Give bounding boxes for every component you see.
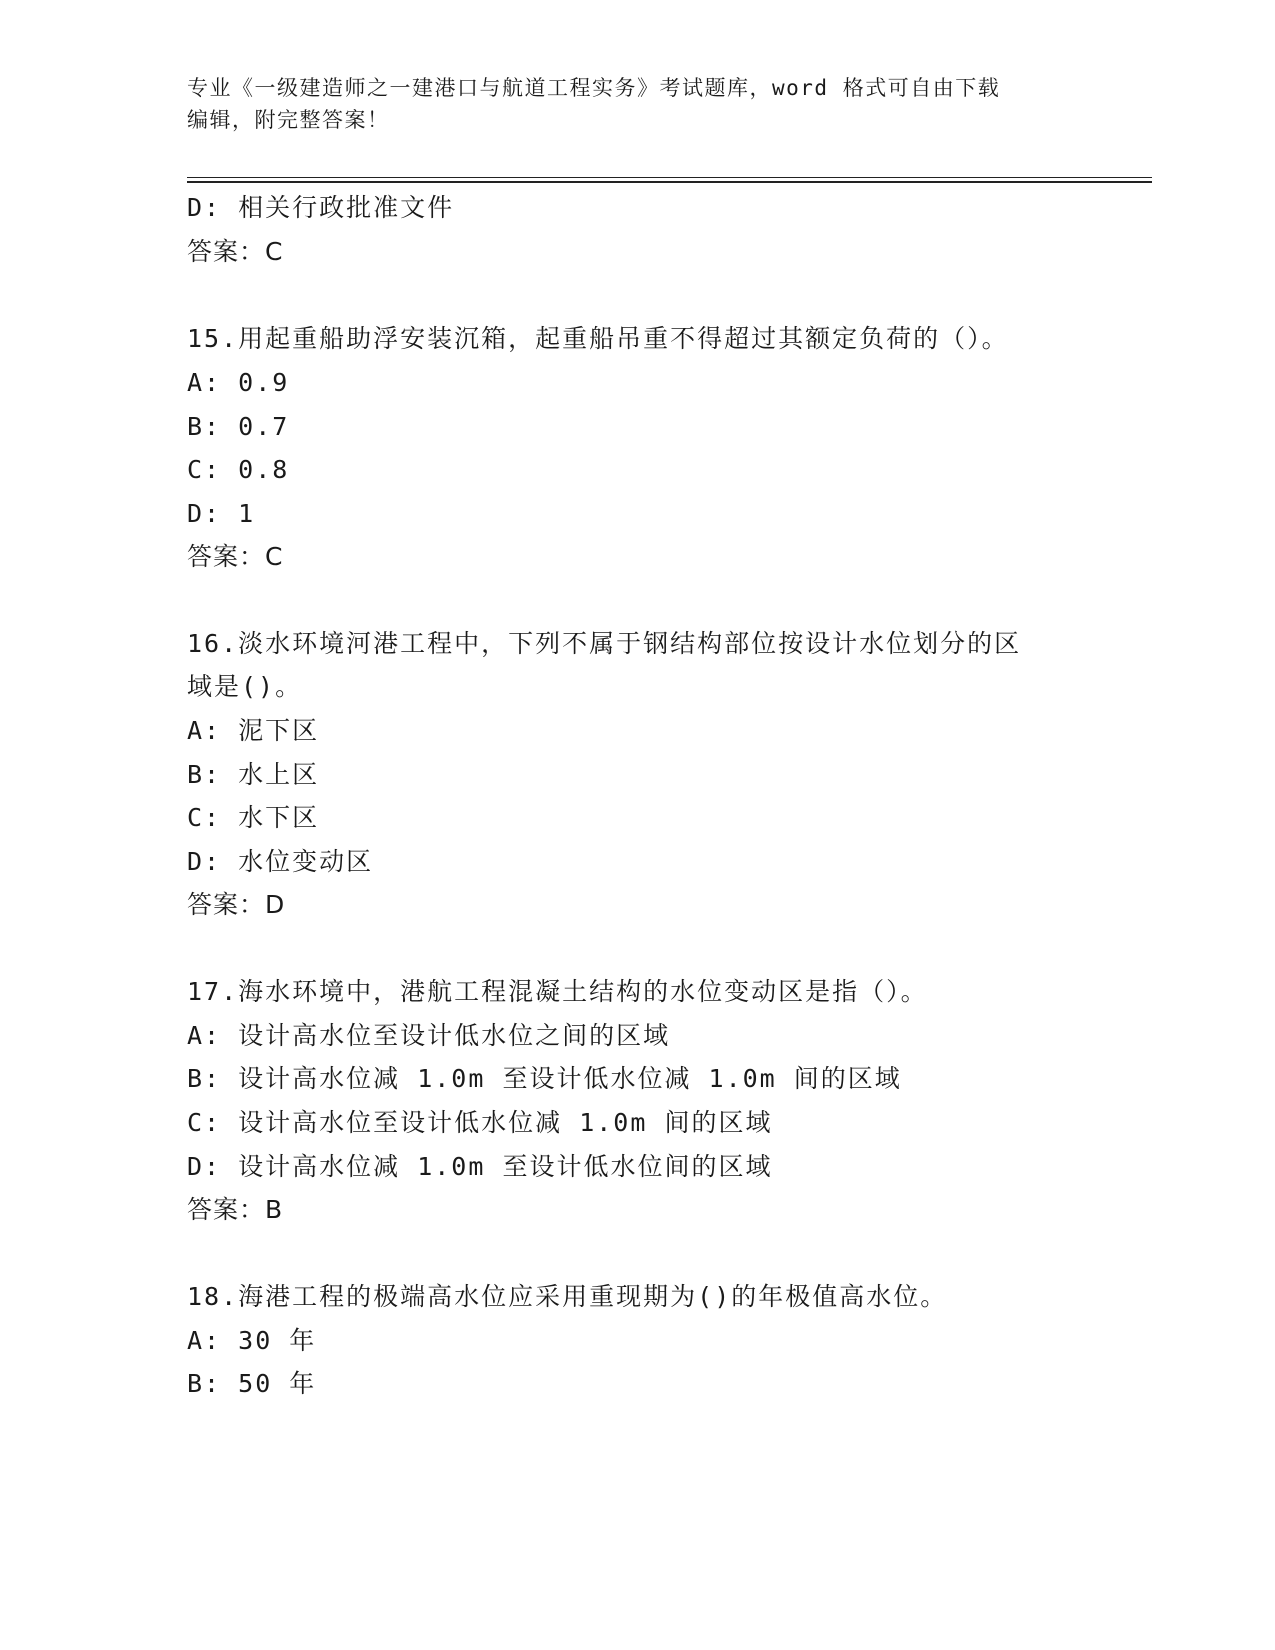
q15-option-b: B: 0.7 — [187, 412, 290, 441]
document-header — [187, 72, 1067, 136]
q16-answer: 答案：D — [187, 890, 286, 919]
q16-option-a: A: 泥下区 — [187, 716, 320, 745]
header-divider-thick — [187, 181, 1152, 183]
header-divider-thin — [187, 177, 1152, 178]
q18-option-b: B: 50 年 — [187, 1369, 317, 1398]
q16-option-c: C: 水下区 — [187, 803, 320, 832]
q15-option-c: C: 0.8 — [187, 455, 290, 484]
q16-stem-line-1: 16.淡水环境河港工程中，下列不属于钢结构部位按设计水位划分的区 — [187, 629, 1022, 658]
q17-option-d: D: 设计高水位减 1.0m 至设计低水位间的区域 — [187, 1152, 773, 1181]
q15-stem: 15.用起重船助浮安装沉箱，起重船吊重不得超过其额定负荷的（）。 — [187, 324, 1009, 353]
header-line-1: 专业《一级建造师之一建港口与航道工程实务》考试题库，word 格式可自由下载 — [187, 76, 1001, 100]
q16-stem-line-2: 域是()。 — [187, 672, 303, 701]
q15-option-d: D: 1 — [187, 499, 256, 528]
q17-option-b: B: 设计高水位减 1.0m 至设计低水位减 1.0m 间的区域 — [187, 1064, 902, 1093]
q17-answer: 答案：B — [187, 1195, 284, 1224]
q14-answer: 答案：C — [187, 237, 284, 266]
header-line-2: 编辑，附完整答案！ — [187, 108, 390, 132]
q14-option-d: D: 相关行政批准文件 — [187, 193, 455, 222]
q15-option-a: A: 0.9 — [187, 368, 290, 397]
q18-stem: 18.海港工程的极端高水位应采用重现期为()的年极值高水位。 — [187, 1282, 948, 1311]
q17-stem: 17.海水环境中，港航工程混凝土结构的水位变动区是指（）。 — [187, 977, 928, 1006]
q15-answer: 答案：C — [187, 542, 284, 571]
q16-option-d: D: 水位变动区 — [187, 847, 374, 876]
q17-option-a: A: 设计高水位至设计低水位之间的区域 — [187, 1021, 671, 1050]
q16-option-b: B: 水上区 — [187, 760, 320, 789]
q17-option-c: C: 设计高水位至设计低水位减 1.0m 间的区域 — [187, 1108, 773, 1137]
q18-option-a: A: 30 年 — [187, 1326, 317, 1355]
